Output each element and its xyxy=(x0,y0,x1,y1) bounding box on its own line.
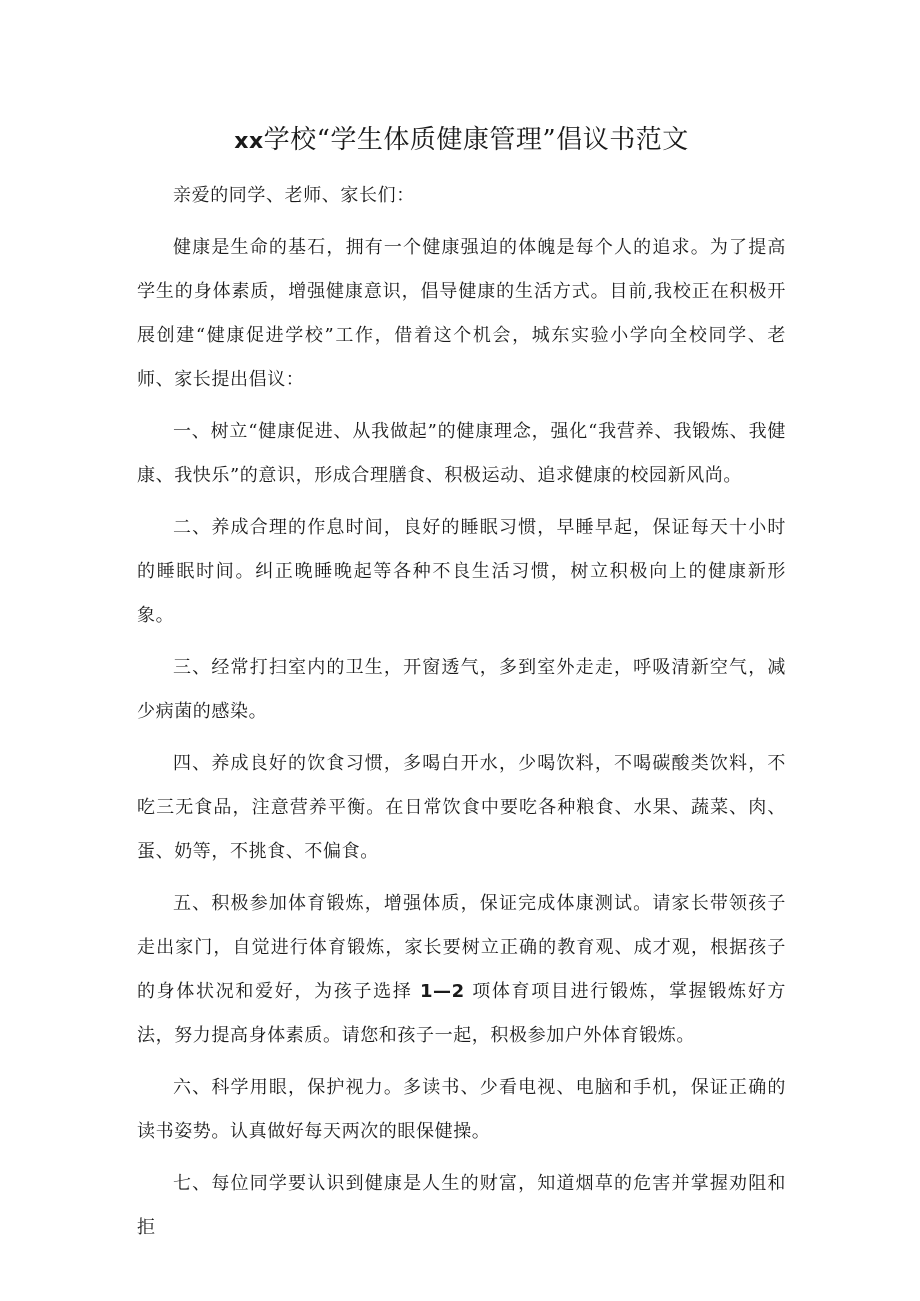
item-paragraph: 六、科学用眼，保护视力。多读书、少看电视、电脑和手机，保证正确的读书姿势。认真做好每天两次的眼保健操。 xyxy=(137,1077,786,1142)
item-paragraph: 一、树立“健康促进、从我做起”的健康理念，强化“我营养、我锻炼、我健康、我快乐”的意识，形成合理膳食、积极运动、追求健康的校园新风尚。 xyxy=(137,421,786,486)
intro-paragraph: 健康是生命的基石，拥有一个健康强迫的体魄是每个人的追求。为了提高学生的身体素质，增强健康意识，倡导健康的生活方式。目前,我校正在积极开展创建“健康促进学校”工作，借着这个机会，城东实验小学向全校同学、老师、家长提出倡议： xyxy=(137,237,786,390)
item5-text-after: 项体育项目进行锻炼，掌握锻炼好方法，努力提高身体素质。请您和孩子一起，积极参加户外体育锻炼。 xyxy=(137,981,786,1046)
item-paragraph: 四、养成良好的饮食习惯，多喝白开水，少喝饮料，不喝碳酸类饮料，不吃三无食品，注意营养平衡。在日常饮食中要吃各种粮食、水果、蔬菜、肉、蛋、奶等，不挑食、不偏食。 xyxy=(137,753,786,862)
document-title xyxy=(137,118,786,164)
item5-number-range: 1—2 xyxy=(419,981,465,1002)
item5-text-before: 五、积极参加体育锻炼，增强体质，保证完成体康测试。请家长带领孩子走出家门，自觉进行体育锻炼，家长要树立正确的教育观、成才观，根据孩子的身体状况和爱好，为孩子选择 xyxy=(137,893,786,1002)
title-text: 学校“学生体质健康管理”倡议书范文 xyxy=(263,125,689,155)
item-paragraph-5 xyxy=(137,882,786,1058)
title-prefix: xx xyxy=(234,129,264,154)
document-body xyxy=(137,174,786,1250)
item-paragraph: 二、养成合理的作息时间，良好的睡眠习惯，早睡早起，保证每天十小时的睡眠时间。纠正晚睡晚起等各种不良生活习惯，树立积极向上的健康新形象。 xyxy=(137,517,786,626)
item-paragraph: 七、每位同学要认识到健康是人生的财富，知道烟草的危害并掌握劝阻和拒 xyxy=(137,1173,786,1238)
item-paragraph: 三、经常打扫室内的卫生，开窗透气，多到室外走走，呼吸清新空气，减少病菌的感染。 xyxy=(137,657,786,722)
greeting: 亲爱的同学、老师、家长们： xyxy=(173,185,415,206)
